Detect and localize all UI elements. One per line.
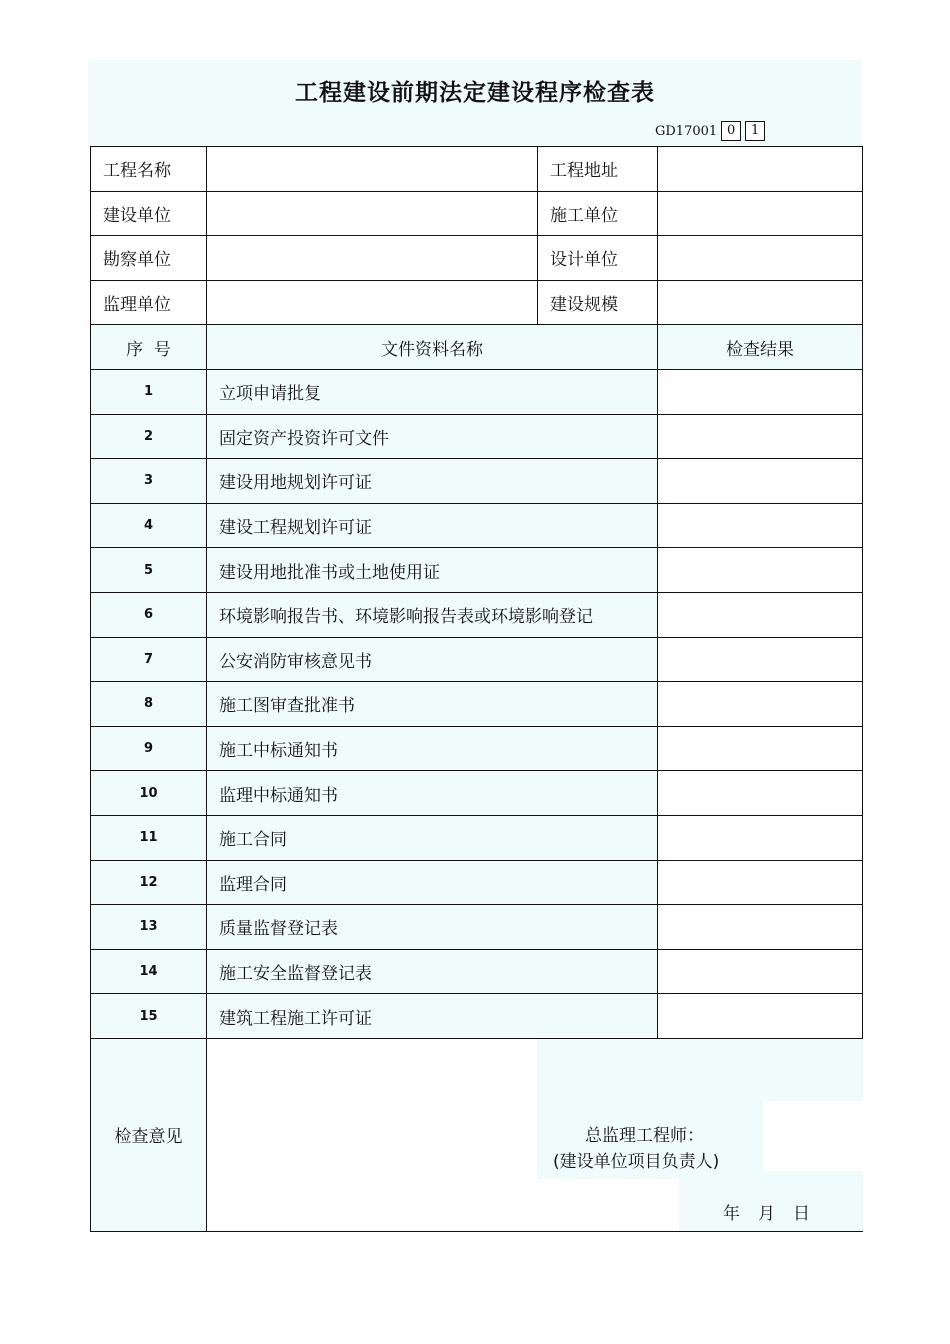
table-row	[91, 414, 863, 459]
info-label: 设计单位	[538, 236, 658, 281]
table-row	[91, 682, 863, 727]
item-number: 1	[91, 369, 207, 414]
form-code-prefix: GD17001	[655, 123, 718, 139]
item-number: 6	[91, 592, 207, 637]
signer-label: 总监理工程师：	[585, 1125, 704, 1146]
construction-unit-field[interactable]	[658, 191, 863, 236]
info-label: 建设单位	[91, 191, 207, 236]
table-row	[91, 637, 863, 682]
opinion-blank	[763, 1101, 863, 1171]
item-number: 3	[91, 459, 207, 504]
year-label: 年	[723, 1203, 740, 1224]
info-label: 工程地址	[538, 147, 658, 192]
opinion-row	[91, 1038, 863, 1231]
table-row	[91, 905, 863, 950]
table-row	[91, 815, 863, 860]
item-result-field[interactable]	[658, 949, 863, 994]
form-code	[655, 120, 765, 142]
item-result-field[interactable]	[658, 414, 863, 459]
item-number: 7	[91, 637, 207, 682]
survey-unit-field[interactable]	[207, 236, 538, 281]
item-result-field[interactable]	[658, 905, 863, 950]
doc-name-header: 文件资料名称	[207, 325, 658, 370]
item-name: 施工图审查批准书	[207, 682, 658, 727]
checklist-table	[90, 146, 863, 1232]
table-row	[91, 994, 863, 1039]
item-name: 环境影响报告书、环境影响报告表或环境影响登记	[207, 592, 658, 637]
result-header: 检查结果	[658, 325, 863, 370]
project-name-field[interactable]	[207, 147, 538, 192]
date-line	[723, 1199, 828, 1224]
item-result-field[interactable]	[658, 682, 863, 727]
info-label: 工程名称	[91, 147, 207, 192]
item-result-field[interactable]	[658, 860, 863, 905]
project-address-field[interactable]	[658, 147, 863, 192]
info-row	[91, 236, 863, 281]
item-name: 建设用地规划许可证	[207, 459, 658, 504]
item-result-field[interactable]	[658, 459, 863, 504]
item-number: 9	[91, 726, 207, 771]
opinion-blank	[537, 1179, 679, 1231]
item-result-field[interactable]	[658, 503, 863, 548]
item-number: 15	[91, 994, 207, 1039]
form-code-box-1[interactable]: 0	[721, 121, 741, 141]
table-row	[91, 369, 863, 414]
item-name: 施工中标通知书	[207, 726, 658, 771]
day-label: 日	[793, 1203, 810, 1224]
item-result-field[interactable]	[658, 771, 863, 816]
form-title: 工程建设前期法定建设程序检查表	[295, 80, 655, 106]
table-row	[91, 503, 863, 548]
item-name: 固定资产投资许可文件	[207, 414, 658, 459]
item-result-field[interactable]	[658, 637, 863, 682]
item-number: 4	[91, 503, 207, 548]
owner-unit-field[interactable]	[207, 191, 538, 236]
construction-scale-field[interactable]	[658, 280, 863, 325]
info-label: 监理单位	[91, 280, 207, 325]
table-row	[91, 771, 863, 816]
table-row	[91, 860, 863, 905]
item-name: 公安消防审核意见书	[207, 637, 658, 682]
table-row	[91, 459, 863, 504]
item-number: 10	[91, 771, 207, 816]
item-number: 8	[91, 682, 207, 727]
item-result-field[interactable]	[658, 726, 863, 771]
form-code-box-2[interactable]: 1	[745, 121, 765, 141]
item-name: 立项申请批复	[207, 369, 658, 414]
seq-header: 序 号	[91, 325, 207, 370]
item-name: 建筑工程施工许可证	[207, 994, 658, 1039]
item-number: 13	[91, 905, 207, 950]
info-row	[91, 191, 863, 236]
item-name: 施工合同	[207, 815, 658, 860]
opinion-field[interactable]	[207, 1038, 863, 1231]
info-label: 施工单位	[538, 191, 658, 236]
item-name: 施工安全监督登记表	[207, 949, 658, 994]
item-name: 监理合同	[207, 860, 658, 905]
table-row	[91, 592, 863, 637]
signer-alt-label: (建设单位项目负责人)	[553, 1151, 720, 1172]
month-label: 月	[758, 1203, 775, 1224]
item-number: 12	[91, 860, 207, 905]
table-row	[91, 949, 863, 994]
table-row	[91, 726, 863, 771]
info-row	[91, 147, 863, 192]
item-name: 监理中标通知书	[207, 771, 658, 816]
item-result-field[interactable]	[658, 548, 863, 593]
item-number: 14	[91, 949, 207, 994]
info-label: 勘察单位	[91, 236, 207, 281]
info-row	[91, 280, 863, 325]
item-name: 建设用地批准书或土地使用证	[207, 548, 658, 593]
design-unit-field[interactable]	[658, 236, 863, 281]
item-number: 5	[91, 548, 207, 593]
item-result-field[interactable]	[658, 815, 863, 860]
item-name: 质量监督登记表	[207, 905, 658, 950]
column-header-row	[91, 325, 863, 370]
item-number: 2	[91, 414, 207, 459]
table-row	[91, 548, 863, 593]
item-result-field[interactable]	[658, 994, 863, 1039]
item-name: 建设工程规划许可证	[207, 503, 658, 548]
item-result-field[interactable]	[658, 592, 863, 637]
item-number: 11	[91, 815, 207, 860]
supervision-unit-field[interactable]	[207, 280, 538, 325]
opinion-label: 检查意见	[91, 1038, 207, 1231]
info-label: 建设规模	[538, 280, 658, 325]
item-result-field[interactable]	[658, 369, 863, 414]
